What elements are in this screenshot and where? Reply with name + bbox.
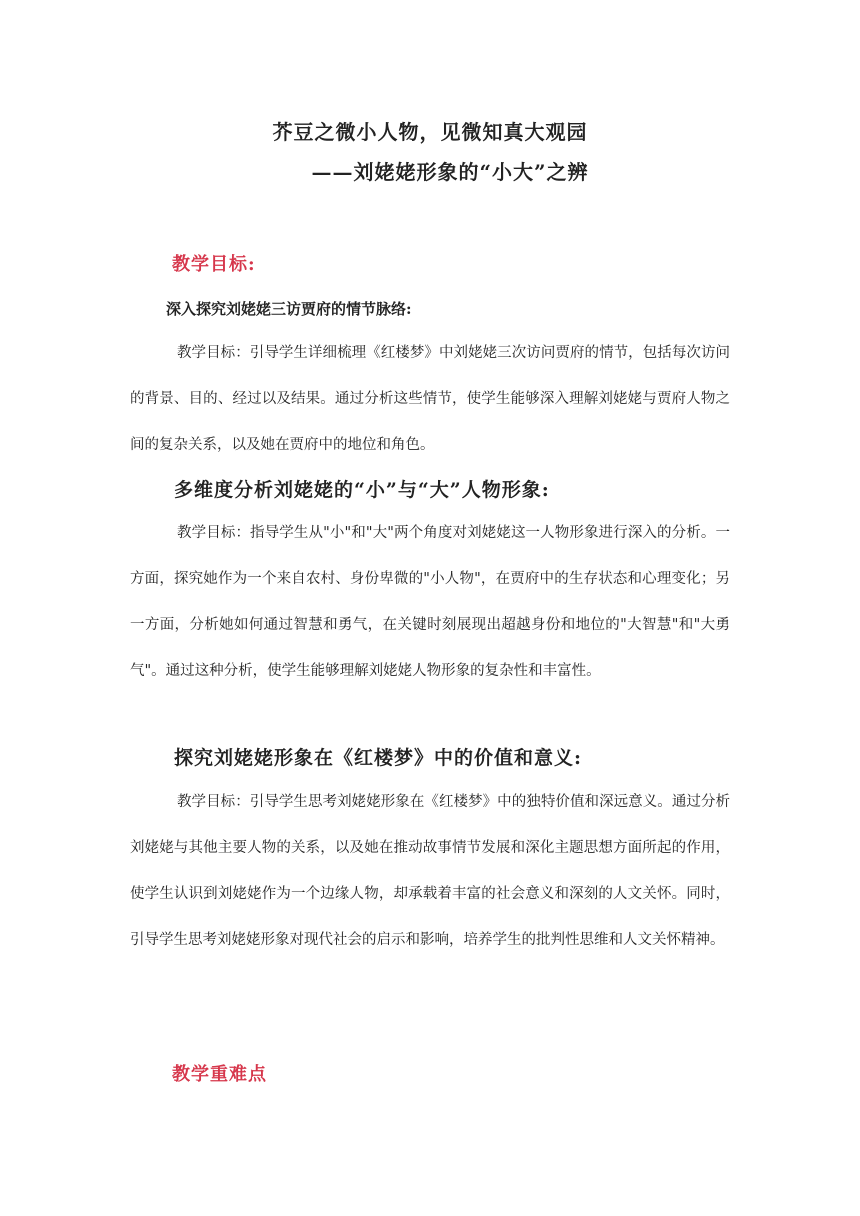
value-paragraph: 教学目标：引导学生思考刘姥姥形象在《红楼梦》中的独特价值和深远意义。通过分析刘姥姥与其他主要人物的关系，以及她在推动故事情节发展和深化主题思想方面所起的作用，使学生认识到刘姥姥作为一个边缘人物，却承载着丰富的社会意义和深刻的人文关怀。同时，引导学生思考刘姥姥形象对现代社会的启示和影响，培养学生的批判性思维和人文关怀精神。 (130, 794, 730, 948)
multi-dimension-heading: 多维度分析刘姥姥的“小”与“大”人物形象: (174, 479, 550, 501)
title-subtitle: ——刘姥姥形象的“小大”之辨 (311, 160, 589, 184)
plot-subheading: 深入探究刘姥姥三访贾府的情节脉络: (166, 300, 412, 318)
plot-paragraph: 教学目标：引导学生详细梳理《红楼梦》中刘姥姥三次访问贾府的情节，包括每次访问的背景、目的、经过以及结果。通过分析这些情节，使学生能够深入理解刘姥姥与贾府人物之间的复杂关系，以及她在贾府中的地位和角色。 (130, 345, 730, 453)
teaching-goals-heading: 教学目标: (172, 254, 256, 275)
value-heading: 探究刘姥姥形象在《红楼梦》中的价值和意义: (174, 747, 583, 769)
title-main: 芥豆之微小人物，见微知真大观园 (272, 120, 588, 144)
multi-dimension-paragraph: 教学目标：指导学生从"小"和"大"两个角度对刘姥姥这一人物形象进行深入的分析。一方面，探究她作为一个来自农村、身份卑微的"小人物"，在贾府中的生存状态和心理变化；另一方面，分析她如何通过智慧和勇气，在关键时刻展现出超越身份和地位的"大智慧"和"大勇气"。通过这种分析，使学生能够理解刘姥姥人物形象的复杂性和丰富性。 (130, 525, 730, 679)
document-title (0, 112, 860, 192)
key-points-heading: 教学重难点 (172, 1064, 267, 1085)
